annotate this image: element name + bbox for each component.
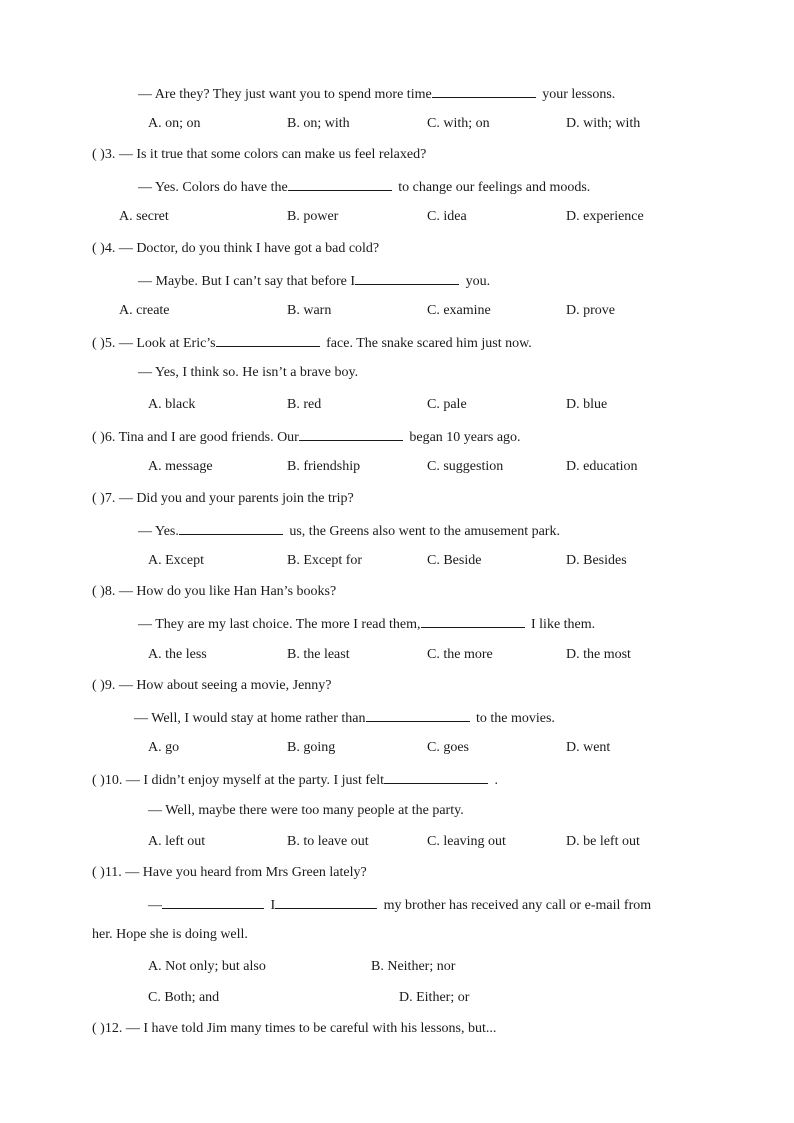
q7-stem: ( )7. — Did you and your parents join the trip? <box>92 491 354 506</box>
q11-blank-2[interactable] <box>275 895 377 909</box>
q11-option-c[interactable]: C. Both; and <box>148 990 220 1005</box>
q11-option-a[interactable]: A. Not only; but also <box>148 959 266 974</box>
q7-option-b[interactable]: B. Except for <box>287 553 363 568</box>
q4-blank[interactable] <box>355 271 459 285</box>
q11-answer: — I my brother has received any call or e-mail from <box>148 895 651 915</box>
q4-option-c[interactable]: C. examine <box>427 303 491 318</box>
q2-answer: — Are they? They just want you to spend more time your lessons. <box>138 84 615 104</box>
q6-blank[interactable] <box>299 427 403 441</box>
q5-option-c[interactable]: C. pale <box>427 397 467 412</box>
q2-blank[interactable] <box>432 84 536 98</box>
q9-answer: — Well, I would stay at home rather than to the movies. <box>134 708 555 728</box>
q9-option-a[interactable]: A. go <box>148 740 180 755</box>
q4-option-a[interactable]: A. create <box>119 303 170 318</box>
q12-stem: ( )12. — I have told Jim many times to be careful with his lessons, but... <box>92 1021 497 1036</box>
q3-blank[interactable] <box>288 177 392 191</box>
q6-option-a[interactable]: A. message <box>148 459 213 474</box>
q5-stem: ( )5. — Look at Eric’s face. The snake scared him just now. <box>92 333 532 353</box>
q5-option-d[interactable]: D. blue <box>566 397 608 412</box>
q3-option-a[interactable]: A. secret <box>119 209 169 224</box>
q8-stem: ( )8. — How do you like Han Han’s books? <box>92 584 337 599</box>
q10-blank[interactable] <box>384 770 488 784</box>
q4-answer: — Maybe. But I can’t say that before I you. <box>138 271 490 291</box>
q6-option-b[interactable]: B. friendship <box>287 459 361 474</box>
q2-option-d[interactable]: D. with; with <box>566 116 641 131</box>
q7-option-d[interactable]: D. Besides <box>566 553 627 568</box>
q10-option-b[interactable]: B. to leave out <box>287 834 369 849</box>
q11-option-d[interactable]: D. Either; or <box>399 990 470 1005</box>
q8-option-a[interactable]: A. the less <box>148 647 207 662</box>
q10-option-d[interactable]: D. be left out <box>566 834 640 849</box>
q11-stem: ( )11. — Have you heard from Mrs Green lately? <box>92 865 367 880</box>
q6-option-c[interactable]: C. suggestion <box>427 459 504 474</box>
q5-answer: — Yes, I think so. He isn’t a brave boy. <box>138 365 359 380</box>
q5-option-b[interactable]: B. red <box>287 397 322 412</box>
q3-option-b[interactable]: B. power <box>287 209 339 224</box>
q3-answer: — Yes. Colors do have the to change our feelings and moods. <box>138 177 590 197</box>
q9-option-d[interactable]: D. went <box>566 740 611 755</box>
q2-option-b[interactable]: B. on; with <box>287 116 350 131</box>
q4-option-b[interactable]: B. warn <box>287 303 332 318</box>
q8-answer: — They are my last choice. The more I read them, I like them. <box>138 614 595 634</box>
q10-stem: ( )10. — I didn’t enjoy myself at the party. I just felt . <box>92 770 498 790</box>
q10-option-c[interactable]: C. leaving out <box>427 834 506 849</box>
q5-option-a[interactable]: A. black <box>148 397 196 412</box>
q11-option-b[interactable]: B. Neither; nor <box>371 959 456 974</box>
q2-option-c[interactable]: C. with; on <box>427 116 490 131</box>
q4-stem: ( )4. — Doctor, do you think I have got a bad cold? <box>92 241 380 256</box>
q8-option-b[interactable]: B. the least <box>287 647 350 662</box>
q9-option-b[interactable]: B. going <box>287 740 336 755</box>
q10-answer: — Well, maybe there were too many people at the party. <box>148 803 464 818</box>
q10-option-a[interactable]: A. left out <box>148 834 206 849</box>
q8-option-c[interactable]: C. the more <box>427 647 493 662</box>
q3-stem: ( )3. — Is it true that some colors can make us feel relaxed? <box>92 147 427 162</box>
q9-stem: ( )9. — How about seeing a movie, Jenny? <box>92 678 332 693</box>
q2-option-a[interactable]: A. on; on <box>148 116 201 131</box>
q9-option-c[interactable]: C. goes <box>427 740 469 755</box>
q7-option-a[interactable]: A. Except <box>148 553 204 568</box>
q7-answer: — Yes. us, the Greens also went to the amusement park. <box>138 521 560 541</box>
q8-option-d[interactable]: D. the most <box>566 647 631 662</box>
q6-stem: ( )6. Tina and I are good friends. Our began 10 years ago. <box>92 427 521 447</box>
q4-option-d[interactable]: D. prove <box>566 303 615 318</box>
q11-blank-1[interactable] <box>162 895 264 909</box>
q3-option-c[interactable]: C. idea <box>427 209 467 224</box>
q9-blank[interactable] <box>366 708 470 722</box>
q8-blank[interactable] <box>421 614 525 628</box>
q5-blank[interactable] <box>216 333 320 347</box>
q3-option-d[interactable]: D. experience <box>566 209 644 224</box>
q7-blank[interactable] <box>179 521 283 535</box>
q11-answer-continued: her. Hope she is doing well. <box>92 927 248 942</box>
q7-option-c[interactable]: C. Beside <box>427 553 482 568</box>
q6-option-d[interactable]: D. education <box>566 459 638 474</box>
